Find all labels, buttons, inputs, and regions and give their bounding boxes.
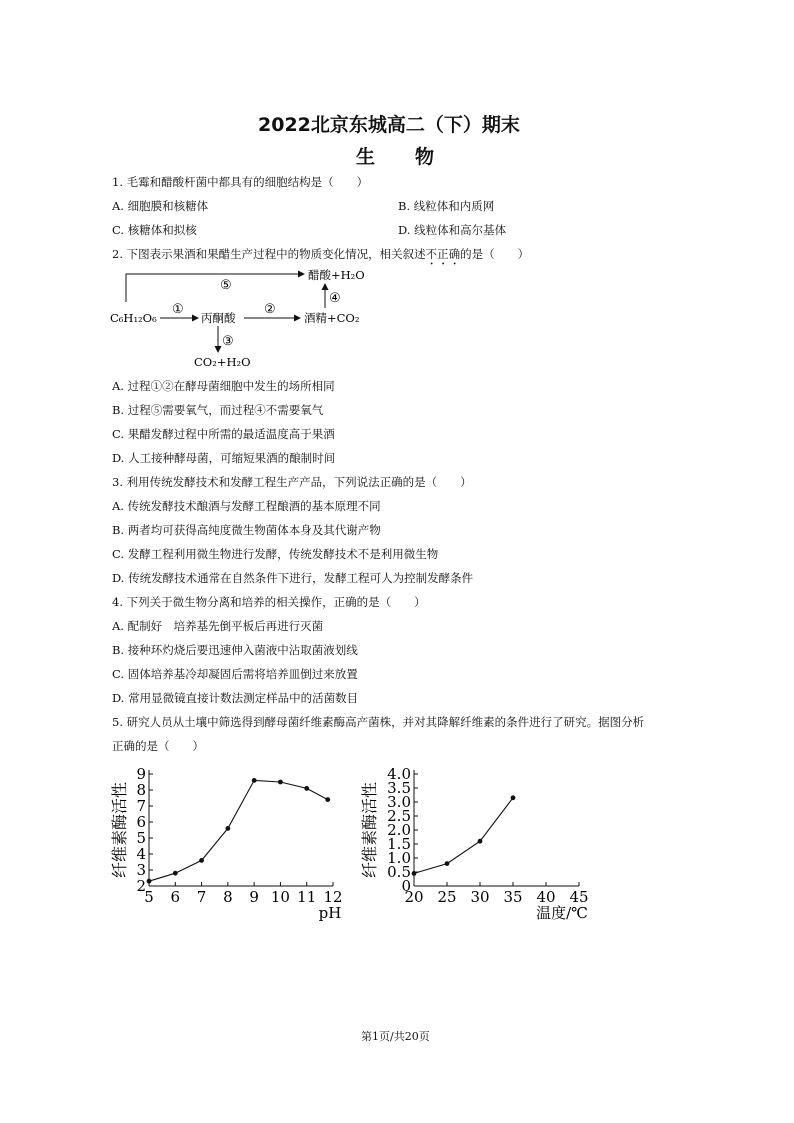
question-5-stem-line1: 5. 研究人员从土壤中筛选得到酵母菌纤维素酶高产菌株，并对其降解纤维素的条件进行了研究。据图分析 [112, 715, 645, 729]
question-1-stem: 1. 毛霉和醋酸杆菌中都具有的细胞结构是（ ） [112, 175, 369, 189]
data-point [412, 871, 417, 876]
y-axis-label: 纤维素酶活性 [110, 781, 129, 879]
question-2-option-b: B. 过程⑤需要氧气，而过程④不需要氧气 [112, 403, 324, 417]
question-4-option-a: A. 配制好 培养基先倒平板后再进行灭菌 [112, 619, 324, 633]
x-tick-label: 40 [536, 888, 556, 906]
question-2-option-d: D. 人工接种酵母菌，可缩短果酒的酿制时间 [112, 451, 336, 465]
step-1-label: ① [172, 302, 184, 317]
y-tick-label: 2 [136, 877, 146, 895]
question-2-stem-pre: 2. 下图表示果酒和果醋生产过程中的物质变化情况，相关叙述 [112, 247, 426, 261]
x-axis-label: 温度/℃ [536, 904, 588, 922]
chart-ph-activity [108, 762, 358, 932]
x-tick-label: 10 [270, 888, 290, 906]
data-point [252, 778, 257, 783]
x-tick-label: 45 [569, 888, 589, 906]
question-3-option-b: B. 两者均可获得高纯度微生物菌体本身及其代谢产物 [112, 523, 381, 537]
y-axis-label: 纤维素酶活性 [360, 781, 379, 879]
y-tick-label: 8 [136, 781, 146, 799]
step-5-label: ⑤ [220, 278, 232, 293]
y-tick-label: 1.0 [387, 849, 411, 867]
question-2-option-a: A. 过程①②在酵母菌细胞中发生的场所相同 [112, 379, 335, 393]
step-2-label: ② [264, 302, 276, 317]
data-point [199, 858, 204, 863]
page-number: 第1页/共20页 [361, 1030, 430, 1043]
y-tick-label: 3.0 [387, 793, 411, 811]
x-tick-label: 9 [249, 888, 259, 906]
chart-temperature-activity [358, 762, 608, 932]
question-4-option-d: D. 常用显微镜直接计数法测定样品中的活菌数目 [112, 691, 359, 705]
y-tick-label: 2.0 [387, 821, 411, 839]
x-axis-label: pH [318, 904, 342, 922]
question-2-stem-post: 的是（ ） [460, 247, 530, 261]
y-tick-label: 0.5 [387, 863, 411, 881]
data-point [147, 879, 152, 884]
y-tick-label: 5 [136, 829, 146, 847]
page-title: 2022北京东城高二（下）期末 [258, 114, 520, 136]
y-tick-label: 1.5 [387, 835, 411, 853]
series-line [149, 780, 328, 881]
data-point [325, 797, 330, 802]
step-5-arrow [126, 274, 304, 302]
x-tick-label: 11 [297, 888, 317, 906]
question-3-stem: 3. 利用传统发酵技术和发酵工程生产产品，下列说法正确的是（ ） [112, 475, 472, 489]
y-tick-label: 6 [136, 813, 146, 831]
data-point [225, 826, 230, 831]
x-tick-label: 5 [144, 888, 154, 906]
x-tick-label: 25 [437, 888, 457, 906]
y-tick-label: 3 [136, 861, 146, 879]
question-1-option-d: D. 线粒体和高尔基体 [398, 223, 507, 237]
question-1-option-c: C. 核糖体和拟核 [112, 223, 197, 237]
x-tick-label: 12 [323, 888, 343, 906]
acetic-acid-label: 醋酸+H₂O [308, 268, 365, 282]
data-point [304, 786, 309, 791]
step-3-label: ③ [222, 334, 234, 349]
fermentation-pathway-diagram [108, 262, 378, 372]
pyruvate-label: 丙酮酸 [201, 311, 236, 325]
x-tick-label: 30 [470, 888, 490, 906]
question-4-stem: 4. 下列关于微生物分离和培养的相关操作，正确的是（ ） [112, 595, 426, 609]
question-3-option-c: C. 发酵工程利用微生物进行发酵，传统发酵技术不是利用微生物 [112, 547, 439, 561]
x-tick-label: 20 [404, 888, 424, 906]
question-2-option-c: C. 果醋发酵过程中所需的最适温度高于果酒 [112, 427, 335, 441]
x-tick-label: 35 [503, 888, 523, 906]
x-tick-label: 6 [170, 888, 181, 906]
question-5-stem-line2: 正确的是（ ） [112, 739, 204, 753]
y-tick-label: 3.5 [387, 779, 411, 797]
x-tick-label: 7 [196, 888, 207, 906]
question-4-option-b: B. 接种环灼烧后要迅速伸入菌液中沾取菌液划线 [112, 643, 358, 657]
question-2-stem-emphasis: 不正确 [425, 247, 461, 261]
data-point [445, 861, 450, 866]
question-3-option-d: D. 传统发酵技术通常在自然条件下进行，发酵工程可人为控制发酵条件 [112, 571, 474, 585]
y-tick-label: 0 [401, 877, 411, 895]
ethanol-label: 酒精+CO₂ [304, 311, 360, 325]
data-point [511, 795, 516, 800]
x-tick-label: 8 [223, 888, 233, 906]
series-line [414, 798, 513, 874]
data-point [278, 780, 283, 785]
question-4-option-c: C. 固体培养基冷却凝固后需将培养皿倒过来放置 [112, 667, 358, 681]
y-tick-label: 7 [136, 797, 146, 815]
y-tick-label: 2.5 [387, 807, 411, 825]
y-tick-label: 4 [136, 845, 146, 863]
question-1-option-b: B. 线粒体和内质网 [398, 199, 495, 213]
co2-water-label: CO₂+H₂O [194, 355, 251, 369]
question-3-option-a: A. 传统发酵技术酿酒与发酵工程酿酒的基本原理不同 [112, 499, 381, 513]
question-1-option-a: A. 细胞膜和核糖体 [112, 199, 209, 213]
step-4-label: ④ [329, 291, 341, 306]
subject-title: 生物 [356, 146, 475, 168]
glucose-label: C₆H₁₂O₆ [110, 311, 157, 325]
data-point [173, 871, 178, 876]
y-tick-label: 9 [136, 765, 146, 783]
y-tick-label: 4.0 [387, 765, 411, 783]
data-point [478, 839, 483, 844]
